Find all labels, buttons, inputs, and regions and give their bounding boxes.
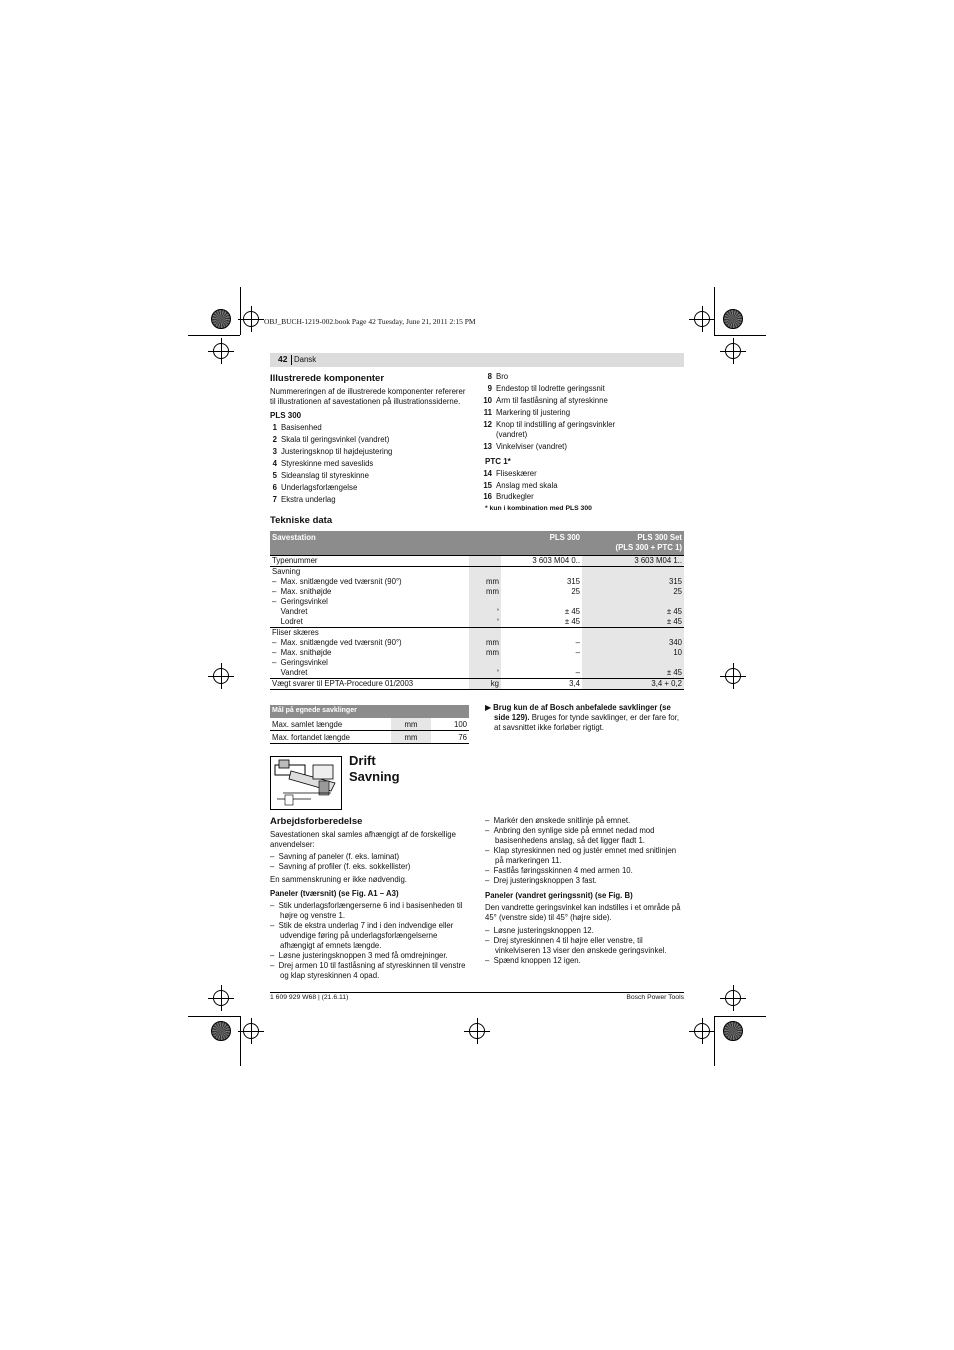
list-item: 12 Knop til indstilling af geringsvinkler — [483, 420, 616, 429]
crosshair-icon — [725, 668, 741, 684]
tech-data-table — [270, 531, 684, 690]
prep-note: En sammenskruning er ikke nødvendig. — [270, 875, 407, 884]
list-item: – Drej styreskinnen 4 til højre eller venstre, til vinkelviseren 13 viser den ønskede geringsvinkel. — [485, 936, 667, 955]
table-row: Fliser skæres — [270, 628, 684, 639]
cross-cut-heading: Paneler (tværsnit) (se Fig. A1 – A3) — [270, 889, 399, 898]
list-item: – Markér den ønskede snitlinje på emnet. — [485, 816, 631, 825]
list-item: – Klap styreskinnen ned og justér emnet med snitlinjen på markeringen 11. — [485, 846, 677, 865]
crosshair-icon — [725, 343, 741, 359]
list-item: 5 Sideanslag til styreskinne — [272, 471, 369, 480]
list-item: 15 Anslag med skala — [483, 481, 558, 490]
list-item: – Fastlås føringsskinnen 4 med armen 10. — [485, 866, 633, 875]
table-row: Lodret ° ± 45 ± 45 — [272, 617, 682, 626]
table-row: Vægt svarer til EPTA-Procedure 01/2003 kg 3,4 3,4 + 0,2 — [272, 679, 682, 688]
registration-dial-icon — [211, 1021, 231, 1041]
page-number: 42 — [278, 354, 288, 364]
prep-intro: Savestationen skal samles afhængigt af de forskellige anvendelser: — [270, 830, 456, 849]
table-row: – Max. snithøjde mm – 10 — [272, 648, 682, 657]
list-item: – Drej armen 10 til fastlåsning af styreskinnen til venstre og klap styreskinnen 4 opad. — [270, 961, 466, 980]
blade-table — [270, 705, 469, 744]
prep-right-column — [485, 816, 685, 966]
crosshair-icon — [213, 343, 229, 359]
list-item: 8 Bro — [487, 372, 509, 381]
list-item: 16 Brudkegler — [483, 492, 534, 501]
table-row: – Geringsvinkel — [270, 658, 684, 668]
crosshair-icon — [469, 1023, 485, 1039]
list-item: – Savning af paneler (f. eks. laminat) — [270, 852, 400, 861]
list-item: 14 Fliseskærer — [483, 469, 537, 478]
list-item: 9 Endestop til lodrette geringssnit — [487, 384, 605, 393]
footer-left: 1 609 929 W68 | (21.6.11) — [270, 994, 349, 1001]
registration-dial-icon — [723, 1021, 743, 1041]
crosshair-icon — [213, 668, 229, 684]
list-item: 2 Skala til geringsvinkel (vandret) — [272, 435, 390, 444]
crosshair-icon — [694, 311, 710, 327]
crosshair-icon — [243, 311, 259, 327]
list-item: 4 Styreskinne med saveslids — [272, 459, 374, 468]
table-row: Max. samlet længde mm 100 — [272, 720, 467, 729]
tech-heading: Tekniske data — [270, 515, 333, 526]
list-item: – Spænd knoppen 12 igen. — [485, 956, 581, 965]
footer-right: Bosch Power Tools — [626, 994, 684, 1001]
list-item: – Løsne justeringsknoppen 3 med få omdrejninger. — [270, 951, 448, 960]
components-intro: Nummereringen af de illustrerede komponenter refererer til illustrationen af savestationen på illustrationssiderne. — [270, 387, 466, 406]
section-title-drift: Drift — [349, 753, 376, 768]
miter-intro: Den vandrette geringsvinkel kan indstilles i et område på 45° (venstre side) til 45° (højre side). — [485, 903, 681, 922]
list-item: 3 Justeringsknop til højdejustering — [272, 447, 393, 456]
table-row: Max. fortandet længde mm 76 — [270, 731, 469, 744]
table-row: Savestation PLS 300 PLS 300 Set (PLS 300 + PTC 1) — [270, 531, 684, 556]
list-item: – Stik underlagsforlængerserne 6 ind i basisenheden til højre og venstre 1. — [270, 901, 463, 920]
prep-left-column — [270, 830, 470, 981]
section-title-savning: Savning — [349, 769, 400, 784]
list-item: 13 Vinkelviser (vandret) — [483, 442, 567, 451]
blade-warning: ▶ Brug kun de af Bosch anbefalede savklinger (se side 129). Bruges for tynde savklinger, er der fare for, at savsnittet ikke forløber rigtigt. — [485, 703, 680, 732]
components-group-pls300: PLS 300 — [270, 411, 302, 420]
components-heading: Illustrerede komponenter — [270, 373, 385, 384]
components-group-ptc1: PTC 1* — [485, 457, 511, 466]
table-row: Mål på egnede savklinger — [270, 705, 469, 718]
table-row: – Geringsvinkel — [270, 597, 684, 607]
page-header — [270, 353, 684, 367]
list-item: – Savning af profiler (f. eks. sokkellister) — [270, 862, 411, 871]
page-language: Dansk — [294, 355, 317, 364]
crosshair-icon — [243, 1023, 259, 1039]
list-item: – Drej justeringsknoppen 3 fast. — [485, 876, 597, 885]
components-footnote: * kun i kombination med PLS 300 — [485, 505, 592, 512]
crosshair-icon — [213, 990, 229, 1006]
table-row: Savning — [270, 567, 684, 578]
list-item: – Løsne justeringsknoppen 12. — [485, 926, 594, 935]
list-item: 11 Markering til justering — [483, 408, 571, 417]
table-row: – Max. snitlængde ved tværsnit (90°) mm – 340 — [272, 638, 682, 647]
list-item: – Stik de ekstra underlag 7 ind i den indvendige eller udvendige føring på underlagsforlængelserne afhængigt af emnets længde. — [270, 921, 454, 950]
footer-rule — [270, 992, 684, 993]
warning-arrow-icon: ▶ — [485, 703, 494, 712]
book-line: OBJ_BUCH-1219-002.book Page 42 Tuesday, June 21, 2011 2:15 PM — [264, 317, 476, 326]
table-row: Typenummer 3 603 M04 0.. 3 603 M04 1.. — [272, 556, 682, 565]
list-item: – Anbring den synlige side på emnet nedad mod basisenhedens anslag, så det ligger fladt 1. — [485, 826, 655, 845]
list-item: 10 Arm til fastlåsning af styreskinne — [483, 396, 608, 405]
miter-heading: Paneler (vandret geringssnit) (se Fig. B) — [485, 891, 633, 900]
list-item: 6 Underlagsforlængelse — [272, 483, 358, 492]
header-divider — [291, 355, 292, 365]
prep-heading: Arbejdsforberedelse — [270, 816, 363, 827]
saw-station-illustration — [270, 756, 342, 810]
crosshair-icon — [694, 1023, 710, 1039]
list-item: 7 Ekstra underlag — [272, 495, 336, 504]
table-row: – Max. snithøjde mm 25 25 — [272, 587, 682, 596]
crosshair-icon — [725, 990, 741, 1006]
table-row: – Max. snitlængde ved tværsnit (90°) mm 315 315 — [272, 577, 682, 586]
list-item: (vandret) — [496, 430, 528, 439]
list-item: 1 Basisenhed — [272, 423, 322, 432]
table-row: Vandret ° – ± 45 — [272, 668, 682, 677]
registration-dial-icon — [211, 309, 231, 329]
registration-dial-icon — [723, 309, 743, 329]
table-row: Vandret ° ± 45 ± 45 — [272, 607, 682, 616]
